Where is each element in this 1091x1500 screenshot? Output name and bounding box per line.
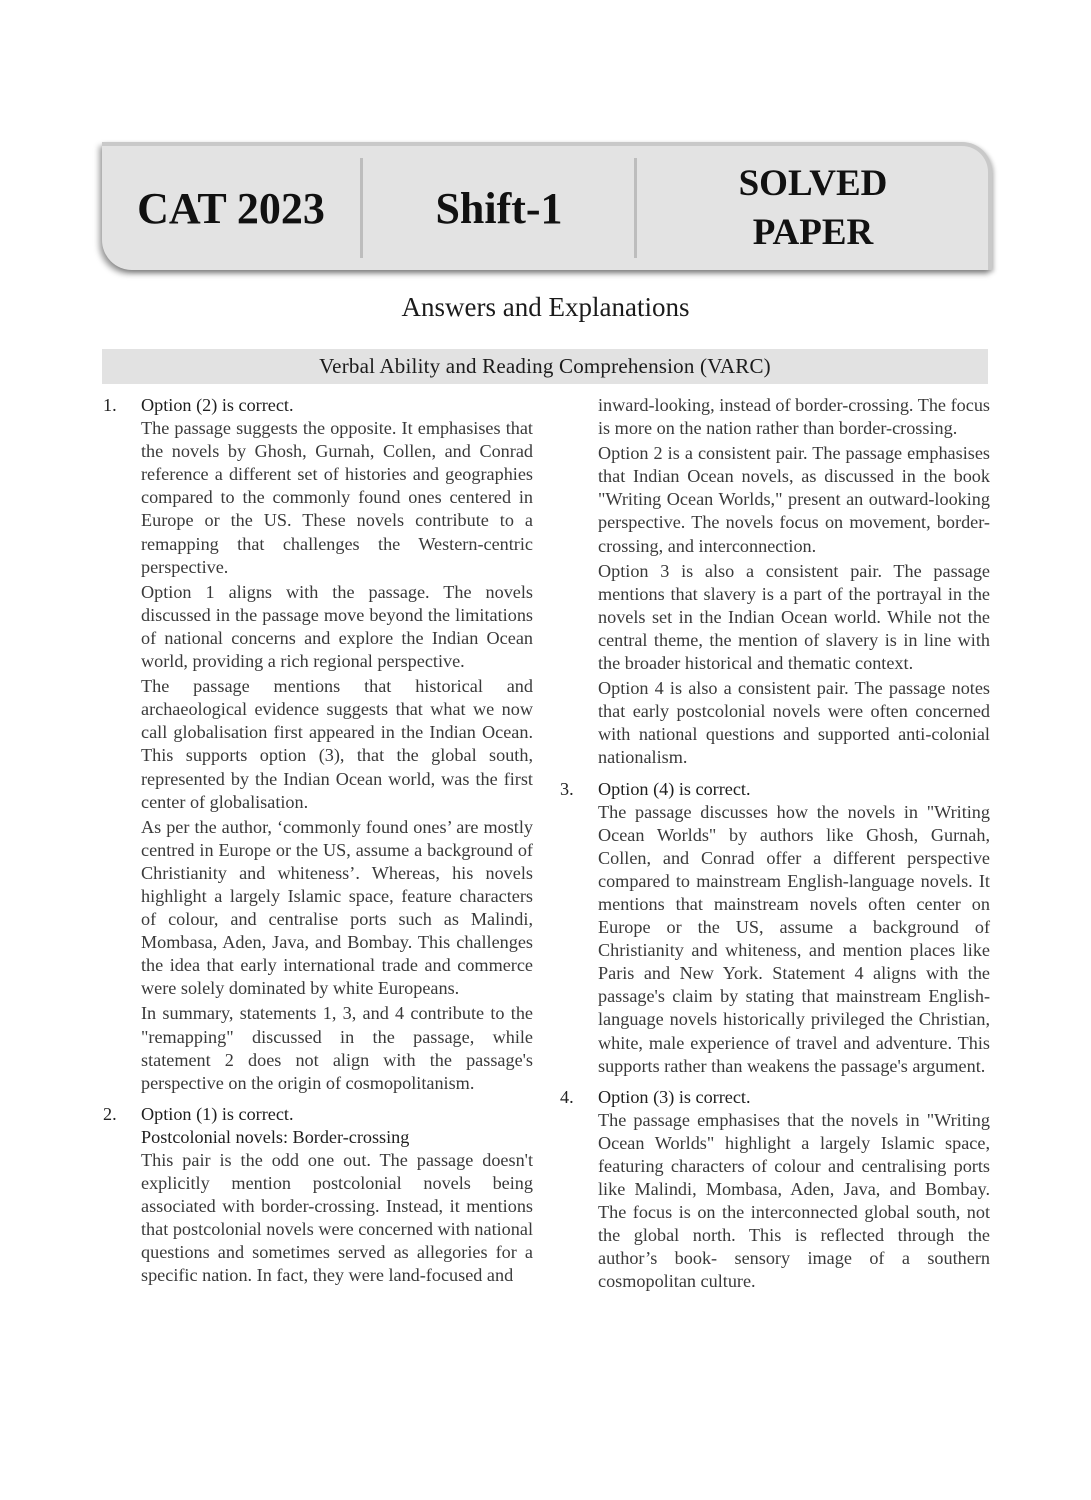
paper-header-banner — [102, 142, 992, 270]
explanation-paragraph: The passage discusses how the novels in "Writing Ocean Worlds" by authors like Ghosh, Gurnah, Collen, and Conrad offer a different perspective compared to mainstream English-language novels. It mentions that mainstream novels often center on Europe or the US, assume a background of Christianity and whiteness, and mention places like Paris and New York. Statement 4 aligns with the passage's claim by stating that mainstream English-language novels historically privileged the Christian, white, male experience of travel and adventure. This supports rather than weakens the passage's argument. — [598, 801, 990, 1076]
banner-divider — [360, 158, 363, 258]
question-explanation-1 — [103, 394, 533, 1095]
question-explanation-2-continued — [598, 394, 990, 770]
question-number: 1. — [103, 395, 117, 415]
paper-type-line-2: PAPER — [752, 212, 874, 253]
question-explanation-2 — [103, 1103, 533, 1288]
question-explanation-3 — [560, 778, 990, 1078]
answer-line: Option (3) is correct. — [598, 1086, 751, 1107]
answer-line: Option (2) is correct. — [141, 395, 294, 415]
explanation-paragraph: As per the author, ‘commonly found ones’ are mostly centred in Europe or the US, assume a background of Christianity and whiteness’. Whereas, his novels highlight a largely Islamic space, feature characters of colour, and centralise ports such as Malindi, Mombasa, Aden, Java, and Bombay. This challenges the idea that early international trade and commerce were solely dominated by white Europeans. — [141, 816, 533, 999]
answer-line: Option (1) is correct. — [141, 1103, 294, 1124]
pair-subheading: Postcolonial novels: Border-crossing — [141, 1126, 410, 1147]
subsection-heading: Verbal Ability and Reading Comprehension (VARC) — [102, 349, 988, 384]
right-column — [560, 394, 990, 1296]
question-explanation-4 — [560, 1086, 990, 1294]
explanation-paragraph: The passage mentions that historical and archaeological evidence suggests that what we now call globalisation first appeared in the Indian Ocean. This supports option (3), that the global south, represented by the Indian Ocean world, was the first center of globalisation. — [141, 676, 533, 812]
banner-divider — [634, 158, 637, 258]
explanation-paragraph: In summary, statements 1, 3, and 4 contribute to the "remapping" discussed in the passage, while statement 2 does not align with the passage's perspective on the origin of cosmopolitanism. — [141, 1003, 533, 1093]
paper-type — [638, 146, 988, 270]
explanation-paragraph: Option 2 is a consistent pair. The passage emphasises that Indian Ocean novels, as discussed in the book "Writing Ocean Worlds," present an outward-looking perspective. The novels focus on movement, border-crossing, and interconnection. — [598, 443, 990, 556]
paper-type-line-1: SOLVED — [738, 163, 888, 204]
explanation-paragraph: Option 1 aligns with the passage. The novels discussed in the passage move beyond the limitations of national concerns and explore the Indian Ocean world, providing a rich regional perspective. — [141, 581, 533, 672]
explanation-paragraph: This pair is the odd one out. The passage doesn't explicitly mention postcolonial novels being associated with border-crossing. Instead, it mentions that postcolonial novels were concerned with national questions and sometimes served as allegories for a specific nation. In fact, they were land-focused and — [141, 1150, 533, 1286]
explanation-paragraph: The passage emphasises that the novels in "Writing Ocean Worlds" highlight a largely Islamic space, featuring characters of colour and centralising ports like Malindi, Mombasa, Aden, Java, and Bombay. The focus is on the interconnected global south, not the global north. This is reflected through the author’s book- sensory image of a southern cosmopolitan culture. — [598, 1109, 990, 1292]
question-number: 4. — [560, 1086, 574, 1107]
explanation-paragraph: The passage suggests the opposite. It emphasises that the novels by Ghosh, Gurnah, Collen, and Conrad reference a different set of histories and geographies compared to the commonly found ones centered in Europe or the US. These novels contribute to a remapping that challenges the Western-centric perspective. — [141, 418, 533, 577]
section-title: Answers and Explanations — [401, 292, 690, 322]
question-number: 2. — [103, 1103, 117, 1124]
shift-label: Shift-1 — [435, 183, 563, 233]
left-column — [103, 394, 533, 1290]
question-number: 3. — [560, 778, 574, 799]
answer-line: Option (4) is correct. — [598, 778, 751, 799]
explanation-paragraph: Option 3 is also a consistent pair. The passage mentions that slavery is a part of the portrayal in the novels set in the Indian Ocean world. While not the central theme, the mention of slavery is in line with the broader historical and thematic context. — [598, 560, 990, 674]
explanation-paragraph: Option 4 is also a consistent pair. The passage notes that early postcolonial novels were often concerned with national questions and supported anti-colonial nationalism. — [598, 678, 990, 768]
exam-title: CAT 2023 — [137, 183, 325, 233]
explanation-paragraph: inward-looking, instead of border-crossing. The focus is more on the nation rather than border-crossing. — [598, 395, 990, 439]
